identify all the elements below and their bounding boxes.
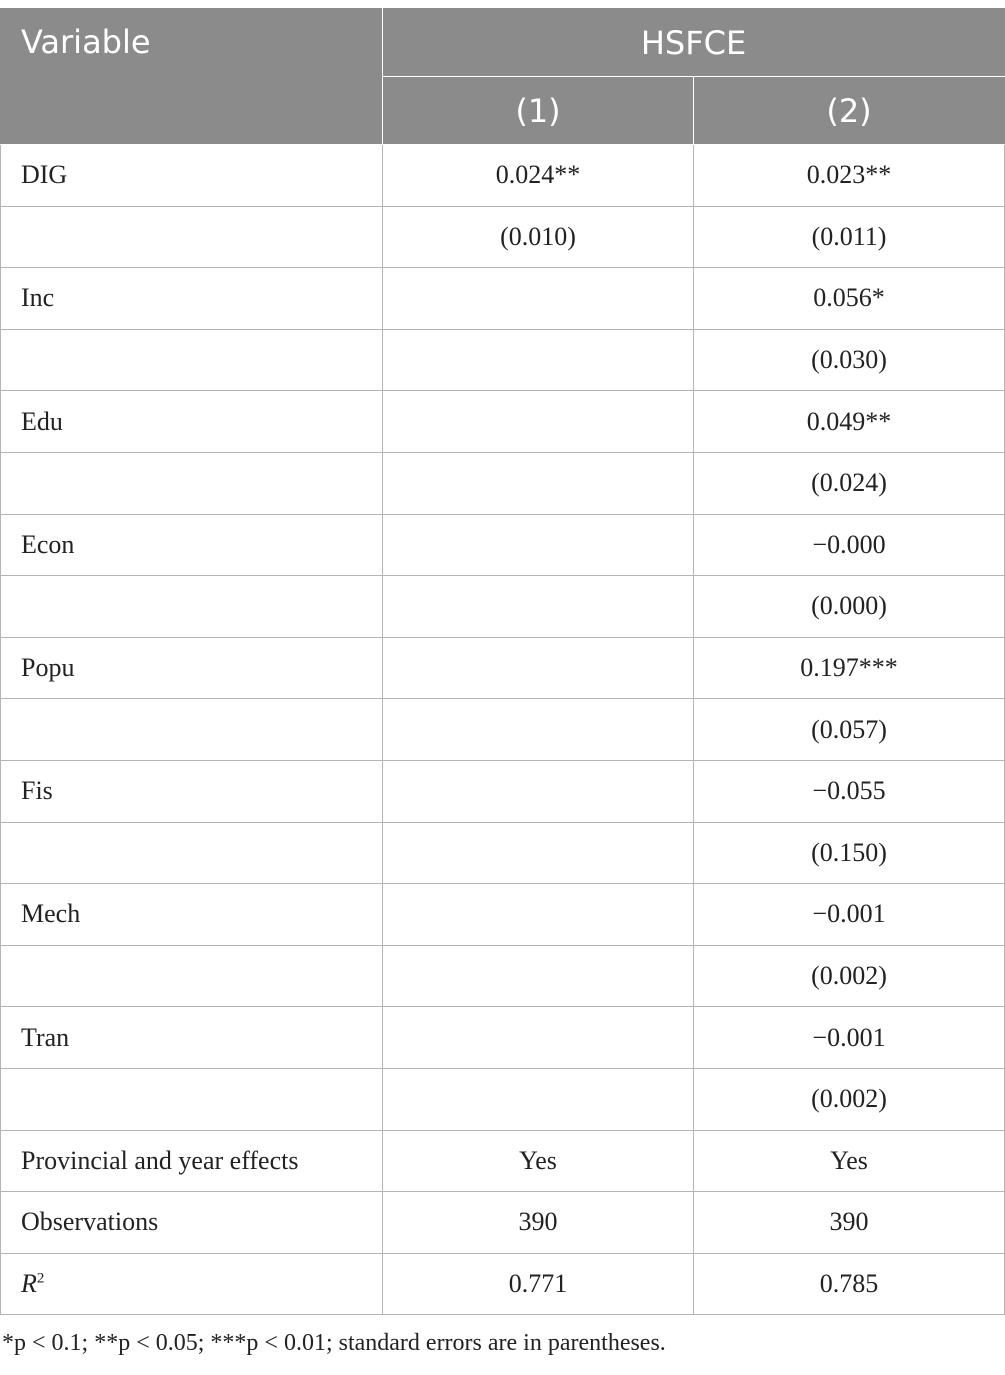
table-row [1,1253,1005,1315]
column-1-header: (1) [383,77,694,145]
row-label: Fis [1,760,383,822]
cell-col1: 0.771 [383,1253,694,1315]
row-label [1,699,383,761]
cell-col2: (0.150) [694,822,1005,884]
table-row [1,760,1005,822]
cell-col1 [383,514,694,576]
cell-col2: (0.030) [694,329,1005,391]
regression-table [0,8,1005,1315]
table-body [1,145,1005,1315]
row-label: Edu [1,391,383,453]
cell-col1: Yes [383,1130,694,1192]
row-label: Econ [1,514,383,576]
cell-col2: −0.001 [694,884,1005,946]
cell-col1 [383,576,694,638]
cell-col2: 0.785 [694,1253,1005,1315]
row-label [1,329,383,391]
cell-col2: (0.011) [694,206,1005,268]
cell-col1 [383,1007,694,1069]
cell-col1 [383,329,694,391]
cell-col1 [383,1068,694,1130]
row-label: Popu [1,637,383,699]
row-label: Mech [1,884,383,946]
row-label: Observations [1,1192,383,1254]
cell-col1 [383,699,694,761]
table-row [1,576,1005,638]
cell-col2: 390 [694,1192,1005,1254]
cell-col2: −0.001 [694,1007,1005,1069]
row-label [1,1068,383,1130]
cell-col1 [383,760,694,822]
row-label: Tran [1,1007,383,1069]
cell-col1: 390 [383,1192,694,1254]
table-row [1,1130,1005,1192]
table-row [1,822,1005,884]
table-row [1,206,1005,268]
r-squared-base: R [21,1268,37,1298]
row-label: DIG [1,145,383,207]
variable-header: Variable [1,9,383,145]
cell-col2: −0.000 [694,514,1005,576]
cell-col2: (0.000) [694,576,1005,638]
row-label [1,576,383,638]
cell-col1: (0.010) [383,206,694,268]
row-label [1,452,383,514]
hsfce-group-header: HSFCE [383,9,1005,77]
table-row [1,637,1005,699]
cell-col1 [383,637,694,699]
table-row [1,268,1005,330]
table-row [1,391,1005,453]
row-label [1,945,383,1007]
cell-col2: 0.049** [694,391,1005,453]
cell-col2: Yes [694,1130,1005,1192]
table-row [1,1007,1005,1069]
cell-col2: 0.056* [694,268,1005,330]
cell-col2: 0.023** [694,145,1005,207]
table-row [1,452,1005,514]
r-squared-exponent: 2 [36,1270,45,1287]
table-row [1,945,1005,1007]
row-label: Inc [1,268,383,330]
table-row [1,145,1005,207]
cell-col1 [383,268,694,330]
cell-col1 [383,884,694,946]
row-label [1,206,383,268]
table-row [1,1192,1005,1254]
cell-col2: (0.002) [694,945,1005,1007]
table-row [1,884,1005,946]
row-label: Provincial and year effects [1,1130,383,1192]
cell-col2: −0.055 [694,760,1005,822]
table-row [1,514,1005,576]
table-footnote: *p < 0.1; **p < 0.05; ***p < 0.01; standard errors are in parentheses. [2,1330,666,1356]
cell-col1 [383,391,694,453]
cell-col1 [383,452,694,514]
cell-col2: (0.024) [694,452,1005,514]
cell-col1: 0.024** [383,145,694,207]
table-row [1,1068,1005,1130]
cell-col2: 0.197*** [694,637,1005,699]
table-row [1,329,1005,391]
row-label-r-squared [1,1253,383,1315]
cell-col1 [383,822,694,884]
row-label [1,822,383,884]
cell-col2: (0.057) [694,699,1005,761]
cell-col2: (0.002) [694,1068,1005,1130]
table-row [1,699,1005,761]
cell-col1 [383,945,694,1007]
column-2-header: (2) [694,77,1005,145]
